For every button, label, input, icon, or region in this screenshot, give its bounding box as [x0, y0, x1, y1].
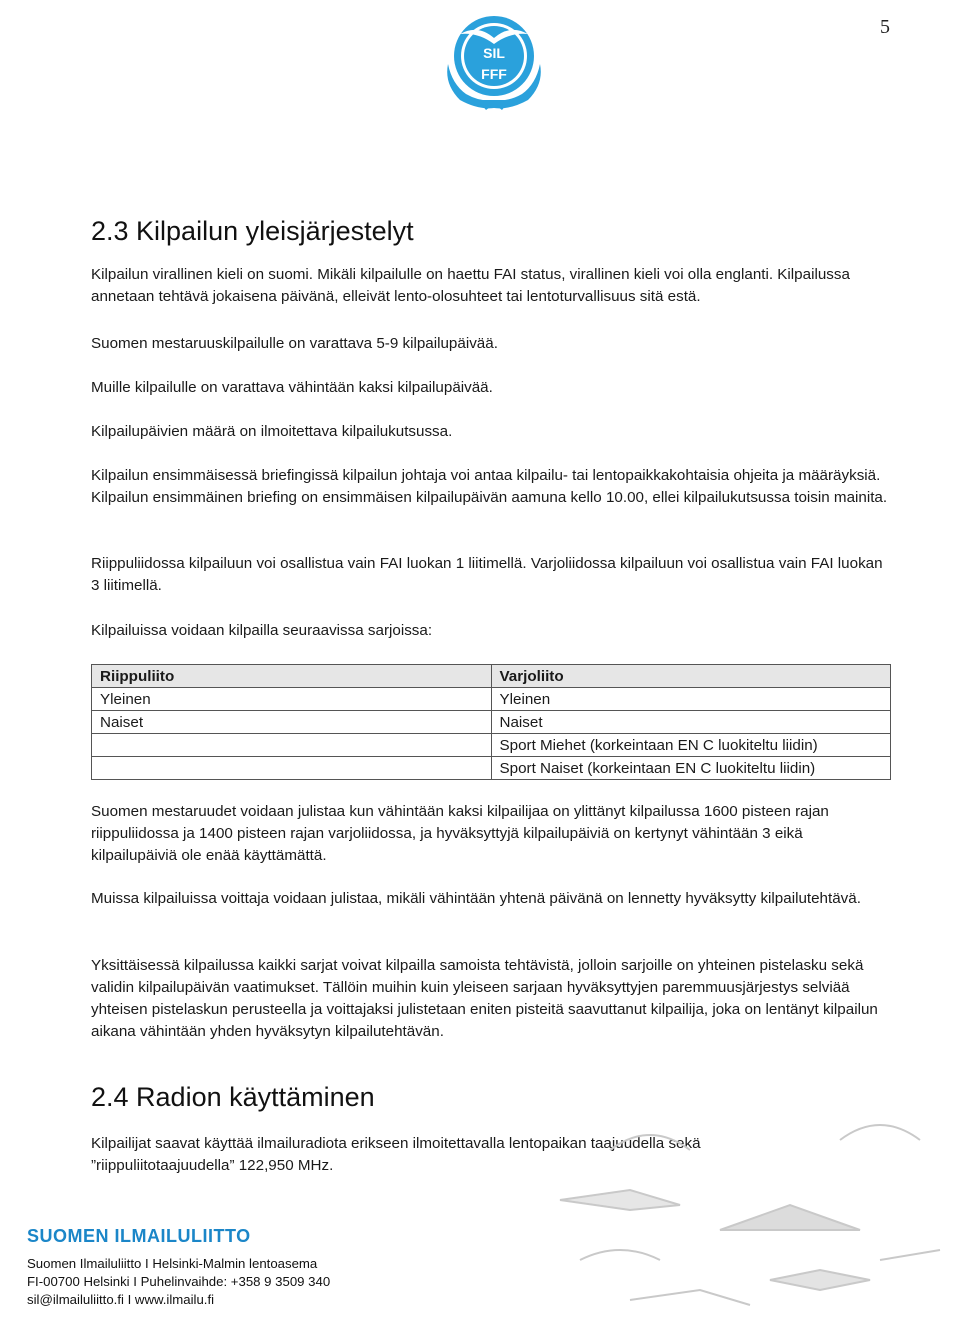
table-cell: Sport Naiset (korkeintaan EN C luokiteltu liidin) — [491, 757, 891, 780]
table-header-paragliding: Varjoliito — [491, 665, 891, 688]
page-number: 5 — [880, 16, 890, 38]
table-header-hang-gliding: Riippuliito — [92, 665, 492, 688]
paragraph-days-announced: Kilpailupäivien määrä on ilmoitettava kilpailukutsussa. — [91, 423, 453, 440]
table-cell: Naiset — [92, 711, 492, 734]
paragraph-briefing: Kilpailun ensimmäisessä briefingissä kilpailun johtaja voi antaa kilpailu- tai lentopaikkakohtaisia ohjeita ja määräyksiä. Kilpailun ensimmäinen briefing on ensimmäisen kilpailupäivän aamuna kello 10.00, ellei kilpailukutsussa toisin mainita. — [91, 467, 888, 506]
paragraph-series-intro: Kilpailuissa voidaan kilpailla seuraavissa sarjoissa: — [91, 622, 433, 639]
table-row — [92, 711, 891, 734]
paragraph-other-winner: Muissa kilpailuissa voittaja voidaan julistaa, mikäli vähintään yhtenä päivänä on lennetty hyväksytty kilpailutehtävä. — [91, 890, 861, 907]
table-header-row — [92, 665, 891, 688]
paragraph-common-tasks: Yksittäisessä kilpailussa kaikki sarjat voivat kilpailla samoista tehtävistä, jolloin sarjoille on yhteinen pistelasku sekä validin kilpailupäivän vaatimukset. Tällöin muihin kuin yleiseen sarjaan hyväksyttyjen paremmuusjärjestys selviää yhteisen pistelaskun perusteella ja voittajaksi julistetaan eniten pisteitä saavuttanut kilpailija, joka on lentänyt kilpailun aikana vähintään yhden hyväksytyn kilpailutehtävän. — [91, 957, 878, 1040]
paragraph-language: Kilpailun virallinen kieli on suomi. Mikäli kilpailulle on haettu FAI status, virallinen kieli voi olla englanti. Kilpailussa annetaan tehtävä jokaisena päivänä, elleivät lento-olosuhteet tai lentoturvallisuus sitä estä. — [91, 266, 850, 305]
table-cell — [92, 734, 492, 757]
paragraph-sm-declaration: Suomen mestaruudet voidaan julistaa kun vähintään kaksi kilpailijaa on ylittänyt kilpailussa 1600 pisteen rajan riippuliidossa ja 1400 pisteen rajan varjoliidossa, ja hyväksyttyjä kilpailupäiviä on kertynyt vähintään 3 eikä kilpailupäiviä ole enää käyttämättä. — [91, 803, 829, 864]
section-heading-2-3: 2.3 Kilpailun yleisjärjestelyt — [91, 216, 414, 246]
paragraph-fai-classes: Riippuliidossa kilpailuun voi osallistua vain FAI luokan 1 liitimellä. Varjoliidossa kilpailuun voi osallistua vain FAI luokan 3 liitimellä. — [91, 555, 883, 594]
logo-bottom-text: FFF — [481, 66, 507, 82]
paragraph-radio: Kilpailijat saavat käyttää ilmailuradiota erikseen ilmoitettavalla lentopaikan taajuudella sekä ”riippuliitotaajuudella” 122,950 MHz. — [91, 1135, 701, 1174]
table-cell: Naiset — [491, 711, 891, 734]
footer-phone-line: FI-00700 Helsinki I Puhelinvaihde: +358 9 3509 340 — [27, 1274, 331, 1289]
table-row — [92, 734, 891, 757]
logo-top-text: SIL — [483, 45, 505, 61]
footer-address-line: Suomen Ilmailuliitto I Helsinki-Malmin lentoasema — [27, 1256, 318, 1271]
footer-contact-line: sil@ilmailuliitto.fi I www.ilmailu.fi — [27, 1292, 215, 1307]
table-cell — [92, 757, 492, 780]
table-cell: Yleinen — [491, 688, 891, 711]
paragraph-sm-days: Suomen mestaruuskilpailulle on varattava 5-9 kilpailupäivää. — [91, 335, 498, 352]
section-heading-2-4: 2.4 Radion käyttäminen — [91, 1082, 375, 1112]
series-table — [91, 664, 891, 780]
aircraft-collage-icon — [540, 1110, 960, 1329]
table-cell: Sport Miehet (korkeintaan EN C luokiteltu liidin) — [491, 734, 891, 757]
footer-brand: SUOMEN ILMAILULIITTO — [27, 1226, 251, 1246]
sil-fff-emblem-icon — [438, 4, 550, 114]
table-row — [92, 757, 891, 780]
table-row — [92, 688, 891, 711]
paragraph-other-days: Muille kilpailulle on varattava vähintään kaksi kilpailupäivää. — [91, 379, 493, 396]
table-cell: Yleinen — [92, 688, 492, 711]
